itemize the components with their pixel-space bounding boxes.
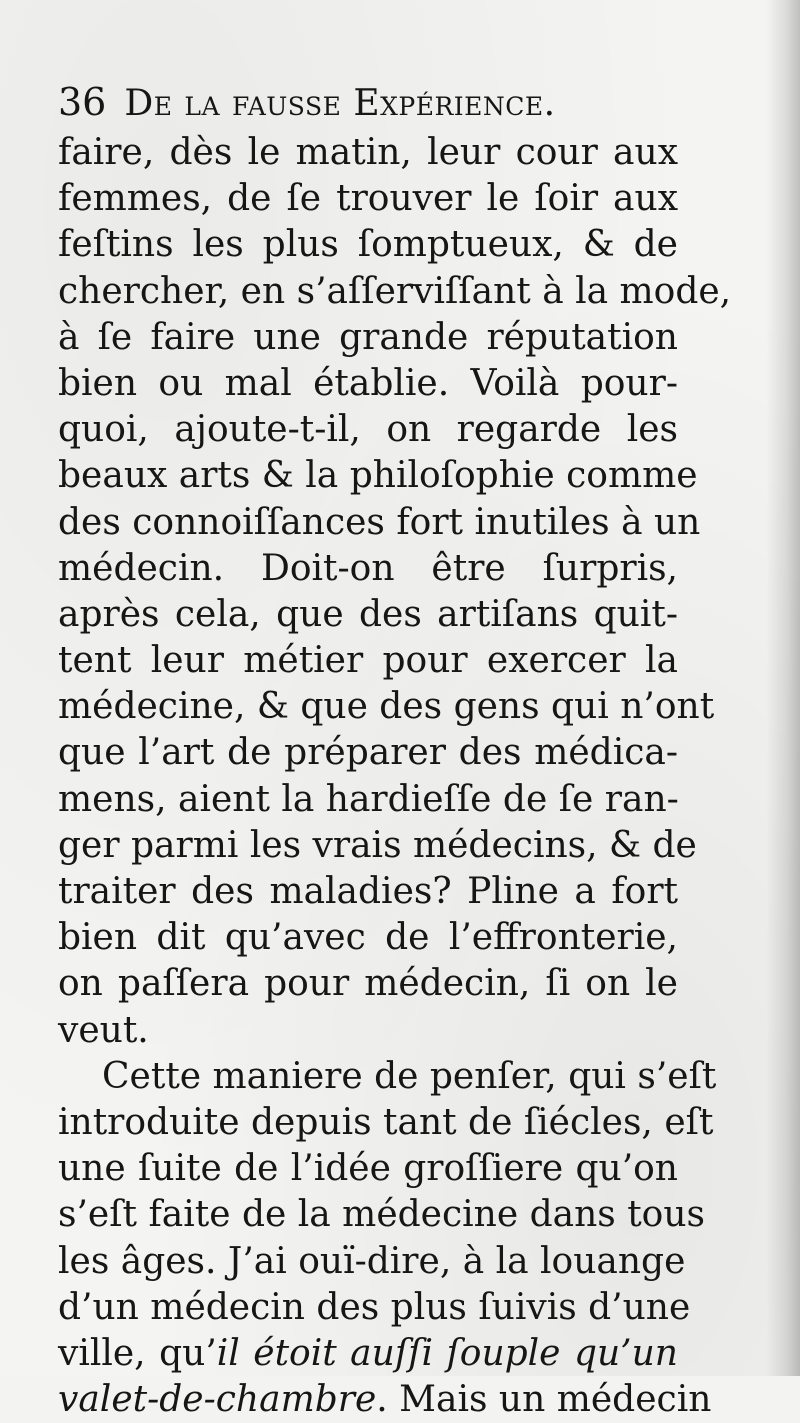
text-line: femmes, de ſe trouver le ſoir aux [58, 178, 678, 220]
text-line: d’un médecin des plus ſuivis d’une [58, 1286, 691, 1328]
text-line: des connoiſſances fort inutiles à un [58, 501, 701, 543]
roman-fragment: ville, qu’ [58, 1332, 217, 1374]
text-line: les âges. J’ai ouï-dire, à la louange [58, 1240, 686, 1282]
text-line: bien ou mal établie. Voilà pour- [58, 362, 678, 404]
italic-quotation: il étoit auſſi ſouple qu’un [216, 1332, 678, 1374]
body-text [58, 130, 732, 1423]
text-line: introduite depuis tant de ſiécles, eſt [58, 1101, 714, 1143]
text-line-mixed [58, 1377, 712, 1423]
text-line: quoi, ajoute-t-il, on regarde les [58, 409, 678, 451]
binding-shadow [766, 0, 800, 1376]
text-line: on paſſera pour médecin, ſi on le [58, 963, 678, 1005]
italic-quotation: valet-de-chambre [58, 1379, 377, 1421]
text-line: tent leur métier pour exercer la [58, 640, 678, 682]
page-header [58, 74, 658, 130]
roman-fragment: . Mais un médecin [376, 1379, 712, 1421]
page-number: 36 [58, 80, 107, 124]
text-line: médecine, & que des gens qui n’ont [58, 686, 715, 728]
text-line: mens, aient la hardieſſe de ſe ran- [58, 778, 679, 820]
text-line: que l’art de préparer des médica- [58, 732, 678, 774]
text-line: à ſe faire une grande réputation [58, 316, 678, 358]
text-line: chercher, en s’aſſerviſſant à la mode, [58, 270, 732, 312]
text-line: ger parmi les vrais médecins, & de [58, 824, 697, 866]
text-line: médecin. Doit-on être ſurpris, [58, 547, 678, 589]
text-line-mixed [58, 1331, 678, 1377]
text-line: beaux arts & la philoſophie comme [58, 455, 698, 497]
text-line: feſtins les plus ſomptueux, & de [58, 224, 678, 266]
text-line: s’eſt faite de la médecine dans tous [58, 1194, 705, 1236]
running-title: De la fausse Expérience. [124, 83, 556, 124]
text-line: après cela, que des artiſans quit- [58, 593, 678, 635]
text-line: faire, dès le matin, leur cour aux [58, 132, 678, 173]
paragraph-end-line: veut. [58, 1009, 149, 1051]
text-line: une ſuite de l’idée groſſiere qu’on [58, 1148, 678, 1190]
text-line: bien dit qu’avec de l’effronterie, [58, 917, 678, 959]
paragraph-start-line: Cette maniere de penſer, qui s’eſt [102, 1055, 717, 1097]
text-line: traiter des maladies? Pline a fort [58, 871, 678, 912]
